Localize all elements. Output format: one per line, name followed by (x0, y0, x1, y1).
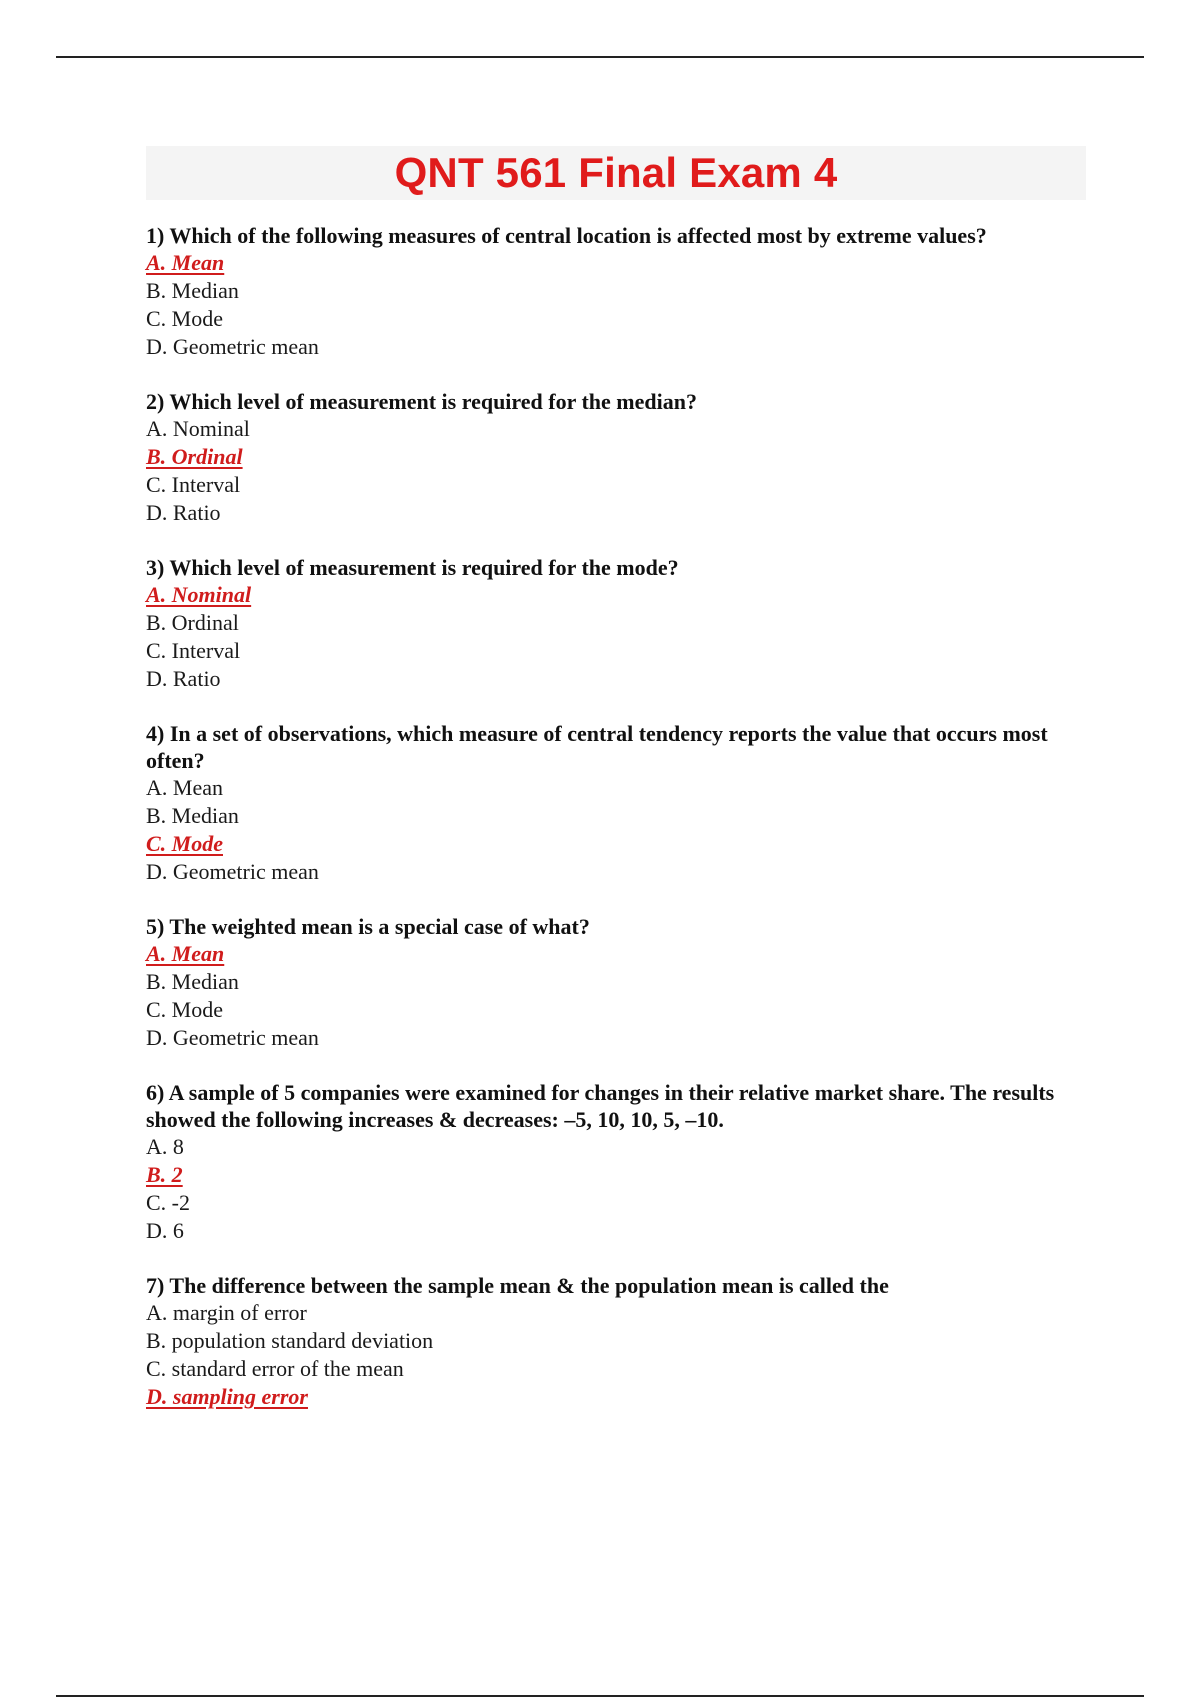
answer-option: D. Geometric mean (146, 859, 319, 884)
question-4 (146, 720, 1086, 886)
answer-options (146, 774, 1086, 886)
answer-option: B. Median (146, 803, 239, 828)
answer-options (146, 1299, 1086, 1411)
answer-options (146, 1133, 1086, 1245)
question-text: 3) Which level of measurement is required for the mode? (146, 555, 679, 580)
question-1 (146, 222, 1086, 361)
question-7 (146, 1272, 1086, 1411)
answer-option: C. standard error of the mean (146, 1356, 404, 1381)
answer-option: C. -2 (146, 1190, 190, 1215)
answer-options (146, 940, 1086, 1052)
answer-option: C. Interval (146, 472, 241, 497)
answer-option: D. Ratio (146, 500, 221, 525)
answer-options (146, 415, 1086, 527)
answer-options (146, 249, 1086, 361)
page-title: QNT 561 Final Exam 4 (394, 149, 838, 196)
question-text: 5) The weighted mean is a special case of what? (146, 914, 590, 939)
question-2 (146, 388, 1086, 527)
question-text: 6) A sample of 5 companies were examined for changes in their relative market share. The results showed the following increases & decreases: –5, 10, 10, 5, –10. (146, 1080, 1055, 1132)
question-list (146, 222, 1086, 1411)
answer-option: B. Median (146, 969, 239, 994)
answer-option: B. Median (146, 278, 239, 303)
question-5 (146, 913, 1086, 1052)
answer-option: C. Mode (146, 306, 223, 331)
answer-option: C. Interval (146, 638, 241, 663)
question-text: 1) Which of the following measures of central location is affected most by extreme values? (146, 223, 987, 248)
correct-answer-option: B. 2 (146, 1162, 183, 1187)
correct-answer-option: A. Nominal (146, 582, 252, 607)
answer-option: D. 6 (146, 1218, 184, 1243)
document-body (146, 146, 1086, 1438)
correct-answer-option: C. Mode (146, 831, 223, 856)
bottom-rule (56, 1695, 1144, 1697)
title-band (146, 146, 1086, 200)
answer-options (146, 581, 1086, 693)
question-text: 7) The difference between the sample mean & the population mean is called the (146, 1273, 889, 1298)
correct-answer-option: A. Mean (146, 250, 225, 275)
answer-option: A. Nominal (146, 416, 250, 441)
question-6 (146, 1079, 1086, 1245)
answer-option: D. Geometric mean (146, 1025, 319, 1050)
question-3 (146, 554, 1086, 693)
answer-option: D. Ratio (146, 666, 221, 691)
answer-option: C. Mode (146, 997, 223, 1022)
answer-option: B. population standard deviation (146, 1328, 434, 1353)
answer-option: A. 8 (146, 1134, 184, 1159)
answer-option: A. margin of error (146, 1300, 307, 1325)
correct-answer-option: B. Ordinal (146, 444, 243, 469)
correct-answer-option: A. Mean (146, 941, 225, 966)
answer-option: A. Mean (146, 775, 223, 800)
question-text: 2) Which level of measurement is required for the median? (146, 389, 697, 414)
answer-option: D. Geometric mean (146, 334, 319, 359)
question-text: 4) In a set of observations, which measure of central tendency reports the value that occurs most often? (146, 721, 1048, 773)
top-rule (56, 56, 1144, 58)
correct-answer-option: D. sampling error (146, 1384, 308, 1409)
answer-option: B. Ordinal (146, 610, 239, 635)
